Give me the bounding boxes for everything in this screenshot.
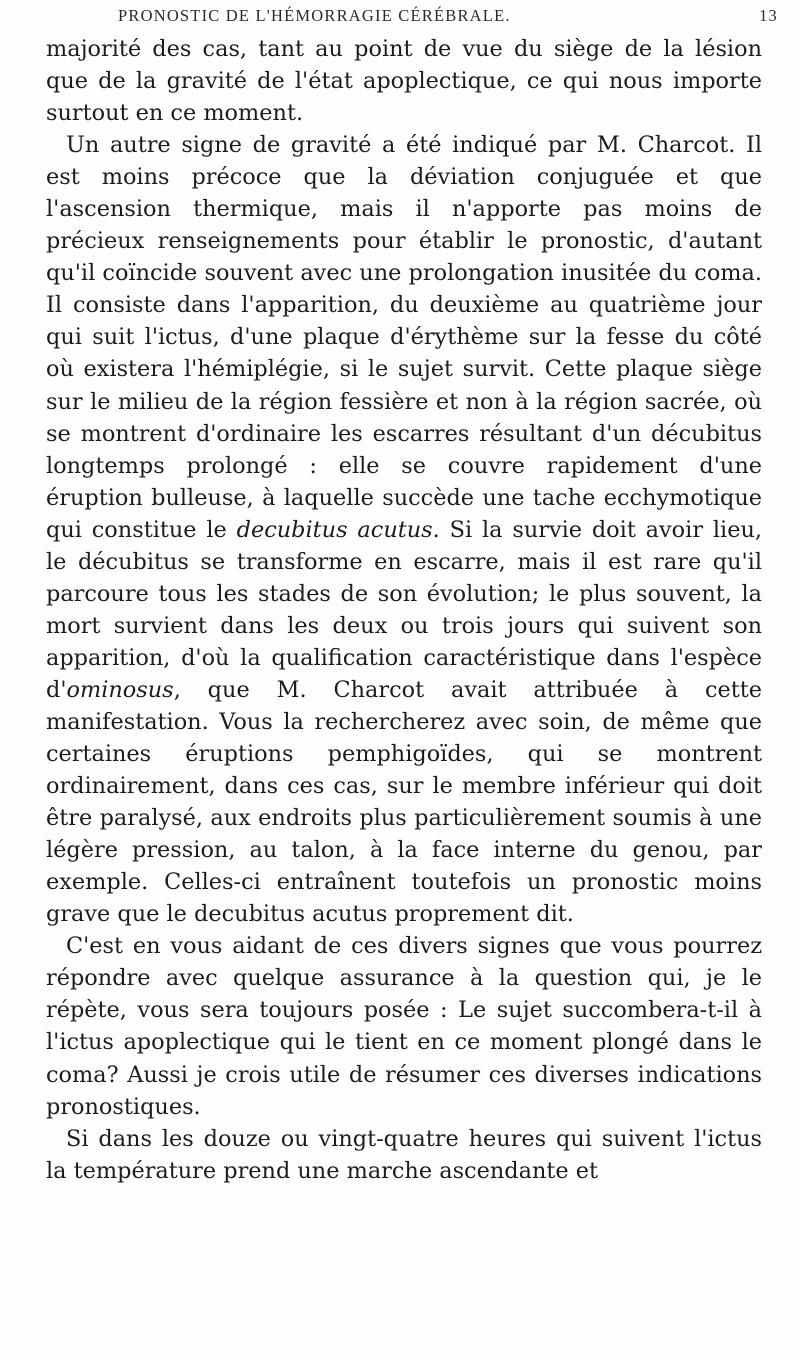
running-head bbox=[118, 6, 778, 30]
running-head-title: PRONOSTIC DE L'HÉMORRAGIE CÉRÉBRALE. bbox=[118, 6, 511, 25]
text-segment: , que M. Charcot avait attribuée à cette manifestation. Vous la rechercherez avec soin, de même que certaines éruptions pemphigoïdes, qui se montrent ordinairement, dans ces cas, sur le membre inférieur qui doit être paralysé, aux endroits plus particulièrement soumis à une légère pression, au talon, à la face interne du genou, par exemple. Celles-ci entraînent toutefois un pronostic moins grave que le decubitus acutus proprement dit. bbox=[46, 676, 762, 928]
paragraph-continuation bbox=[46, 33, 762, 129]
paragraph-summary-start bbox=[46, 1123, 762, 1187]
paragraph-charcot-sign bbox=[46, 129, 762, 930]
text-segment: Un autre signe de gravité a été indiqué par M. Charcot. Il est moins précoce que la déviation conjuguée et que l'ascension thermique, mais il n'apporte pas moins de précieux renseignements pour établir le pronostic, d'autant qu'il coïncide souvent avec une prolongation inusitée du coma. Il consiste dans l'apparition, du deuxième au quatrième jour qui suit l'ictus, d'une plaque d'érythème sur la fesse du côté où existera l'hémiplégie, si le sujet survit. Cette plaque siège sur le milieu de la région fessière et non à la région sacrée, où se montrent d'ordinaire les escarres résultant d'un décubitus longtemps prolongé : elle se couvre rapidement d'une éruption bulleuse, à laquelle succède une tache ecchymotique qui constitue le bbox=[46, 132, 762, 543]
text-segment: . Si la survie doit avoir lieu, le décubitus se transforme en escarre, mais il est rare qu'il parcoure tous les stades de son évolution; le plus souvent, la mort survient dans les deux ou trois jours qui suivent son apparition, d'où la qualification caractéristique dans l'espèce d' bbox=[46, 516, 762, 703]
text-segment: Si dans les douze ou vingt-quatre heures qui suivent l'ictus la température prend une marche ascendante et bbox=[46, 1125, 762, 1184]
text-segment: majorité des cas, tant au point de vue du siège de la lésion que de la gravité de l'état apoplectique, ce qui nous importe surtout en ce moment. bbox=[46, 36, 762, 127]
italic-term-ominosus: ominosus bbox=[66, 676, 174, 703]
paragraph-question bbox=[46, 930, 762, 1122]
body-text bbox=[46, 33, 762, 1187]
italic-term-decubitus-acutus: decubitus acutus bbox=[236, 516, 433, 543]
page-number: 13 bbox=[759, 6, 778, 25]
text-segment: C'est en vous aidant de ces divers signes que vous pourrez répondre avec quelque assurance à la question qui, je le répète, vous sera toujours posée : Le sujet succombera-t-il à l'ictus apoplectique qui le tient en ce moment plongé dans le coma? Aussi je crois utile de résumer ces diverses indications pronostiques. bbox=[46, 933, 762, 1120]
